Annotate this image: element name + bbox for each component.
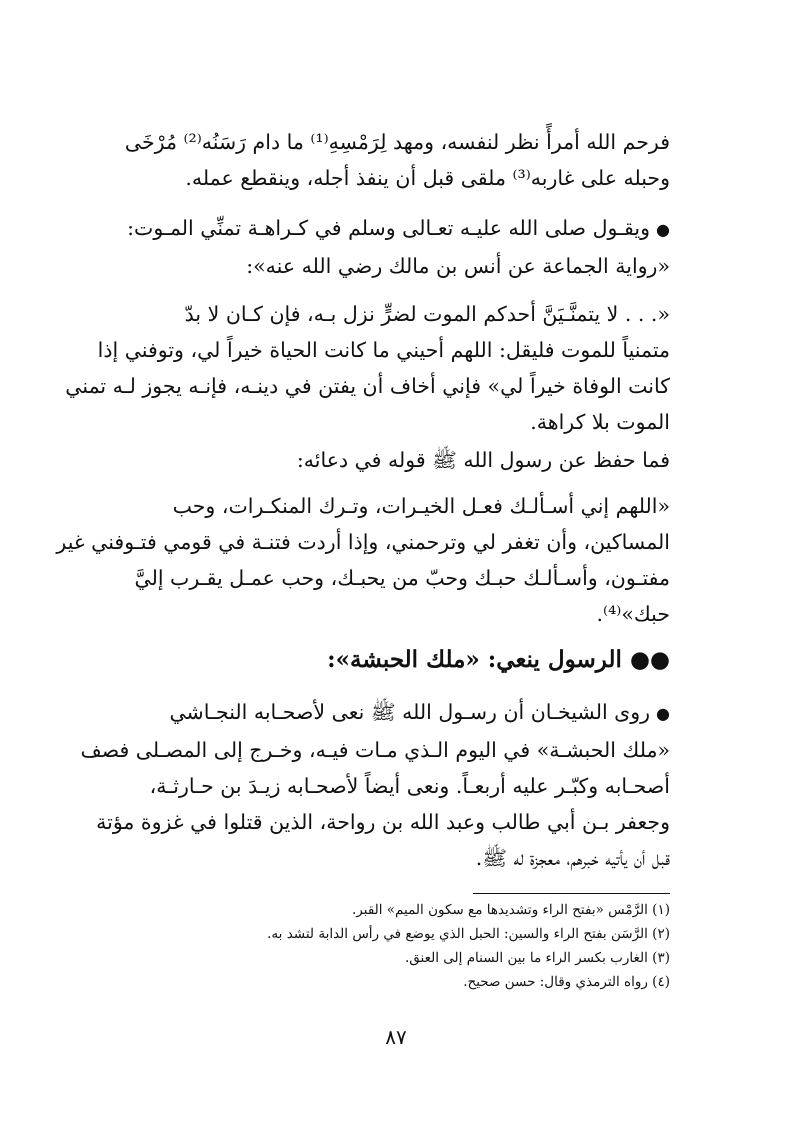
text-line-content: ويقـول صلى الله عليـه تعـالى وسلم في كـراهـة تمنِّي المـوت: — [127, 216, 651, 240]
heading-text: الرسول ينعي: «ملك الحبشة»: — [327, 646, 622, 673]
text-line: أصحـابه وكبّـر عليه أربعـاً. ونعى أيضاً لأصحـابه زيـدَ بن حـارثـة، — [149, 774, 670, 798]
paragraph-intro — [120, 124, 670, 196]
footnote-divider — [473, 893, 670, 894]
text-line: مفتـون، وأسـألـك حبـك وحبّ من يحبـك، وحب عمـل يقـرب إليَّ — [134, 566, 670, 590]
text-line: فرحم الله أمرأً نظر لنفسه، ومهد لِرَمْسِهِ⁽¹⁾ ما دام رَسَنُه⁽²⁾ مُرْخَى — [124, 130, 670, 154]
paragraph-najashi — [80, 694, 670, 876]
footnote: (١) الرَّمْس «بفتح الراء وتشديدها مع سكون الميم» القبر. — [352, 902, 670, 918]
heading-line — [327, 640, 670, 680]
text-line: وحبله على غاربه⁽³⁾ ملقى قبل أن ينفذ أجله، وينقطع عمله. — [185, 166, 670, 190]
text-line: حبك»⁽⁴⁾. — [596, 602, 670, 626]
text-line: فما حفظ عن رسول الله ﷺ قوله في دعائه: — [296, 448, 670, 472]
text-line: المساكين، وأن تغفر لي وترحمني، وإذا أردت فتنـة في قومي فتـوفني غير — [56, 530, 670, 554]
bullet-icon: ● — [656, 220, 670, 239]
footnote: (٢) الرَّسَن بفتح الراء والسين: الحبل الذي يوضع في رأس الدابة لتشد به. — [267, 926, 670, 942]
text-line: كانت الوفاة خيراً لي» فإني أخاف أن يفتن في دينـه، فإنـه يجوز لـه تمني — [65, 374, 670, 398]
paragraph-death-wish-lead — [120, 210, 670, 284]
bullet-icon: ●● — [629, 646, 670, 673]
footnote: (٣) الغارب بكسر الراء ما بين السنام إلى العنق. — [405, 950, 670, 966]
hadith-quote-death-wish — [65, 296, 670, 440]
footnotes — [200, 898, 670, 994]
section-heading — [327, 640, 670, 680]
hadith-quote-dua — [56, 488, 670, 632]
footnote: (٤) رواه الترمذي وقال: حسن صحيح. — [463, 974, 670, 990]
text-line: الموت بلا كراهة. — [530, 410, 670, 434]
text-line-content: روى الشيخـان أن رسـول الله ﷺ نعى لأصحـابه النجـاشي — [169, 700, 651, 724]
bullet-icon: ● — [656, 704, 670, 723]
text-line: قبل أن يأتيه خبرهم، معجزة له ﷺ. — [475, 846, 670, 870]
text-line — [120, 210, 670, 248]
text-line: وجعفر بـن أبي طالب وعبد الله بن رواحة، الذين قتلوا في غزوة مؤتة — [96, 810, 670, 834]
text-line: «اللهم إني أسـألـك فعـل الخيـرات، وتـرك المنكـرات، وحب — [172, 494, 670, 518]
text-line: «ملك الحبشـة» في اليوم الـذي مـات فيـه، وخـرج إلى المصـلى فصف — [80, 738, 670, 762]
text-line — [120, 694, 670, 732]
paragraph-dua-lead — [120, 442, 670, 478]
text-line: متمنياً للموت فليقل: اللهم أحيني ما كانت الحياة خيراً لي، وتوفني إذا — [97, 338, 670, 362]
text-line: «رواية الجماعة عن أنس بن مالك رضي الله عنه»: — [246, 254, 670, 278]
page-number: ٨٧ — [385, 1025, 407, 1049]
text-line: «. . . لا يتمنَّـيَنَّ أحدكم الموت لضرٍّ نزل بـه، فإن كـان لا بدّ — [184, 302, 670, 326]
